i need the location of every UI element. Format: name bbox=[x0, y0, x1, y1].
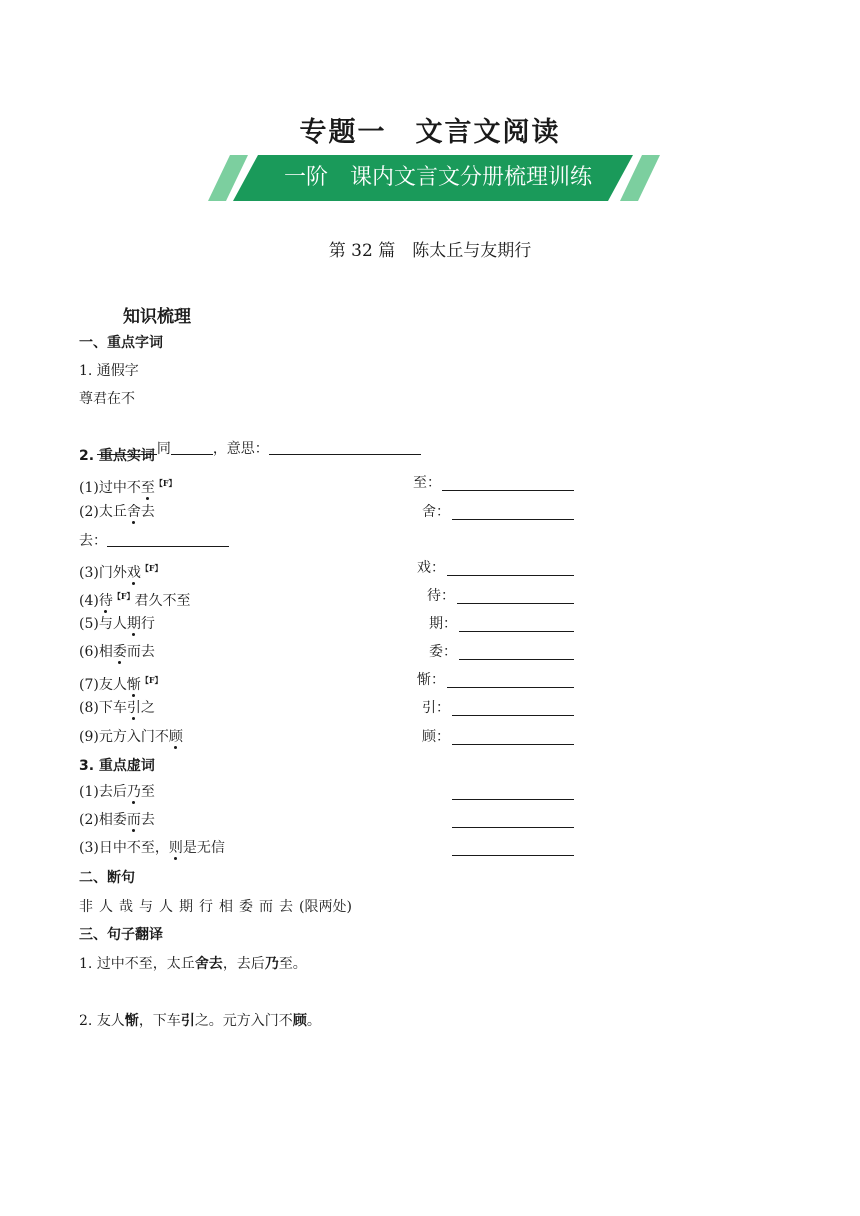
xuci-item bbox=[79, 810, 155, 830]
translation-sentence bbox=[79, 1011, 321, 1031]
blank-line[interactable] bbox=[269, 440, 421, 455]
sentence-text: 过中不至，太丘 bbox=[96, 956, 195, 972]
tongjia-subheading: 1. 通假字 bbox=[79, 363, 139, 379]
footnote-mark: 【F】 bbox=[112, 591, 135, 601]
shici-answer-label: 待： bbox=[427, 588, 455, 604]
shici-text: (2)太丘 bbox=[79, 504, 127, 520]
shici-item bbox=[79, 642, 155, 662]
sentence-text: 至。 bbox=[278, 956, 307, 972]
answer-blank[interactable] bbox=[452, 827, 574, 828]
part1-heading: 一、重点字词 bbox=[79, 335, 163, 351]
answer-blank[interactable] bbox=[447, 575, 574, 576]
fill-meaning-label: ，意思： bbox=[212, 441, 269, 457]
key-word: 乃 bbox=[264, 956, 279, 972]
shici-answer-label: 顾： bbox=[422, 729, 450, 745]
xuci-item bbox=[79, 838, 225, 858]
emphasized-char: 则 bbox=[168, 840, 183, 856]
emphasized-char: 至 bbox=[140, 480, 155, 496]
main-title: 专题一 文言文阅读 bbox=[299, 117, 561, 148]
answer-blank[interactable] bbox=[442, 490, 574, 491]
shici-answer-label: 戏： bbox=[417, 560, 445, 576]
shici-item bbox=[79, 670, 163, 695]
shici-text: 而去 bbox=[126, 644, 155, 660]
part2-heading: 二、断句 bbox=[79, 870, 135, 886]
footnote-mark: 【F】 bbox=[140, 675, 163, 685]
shici-text: (4) bbox=[79, 593, 99, 609]
shici-subheading: 2. 重点实词 bbox=[79, 448, 155, 464]
shici-text: 之 bbox=[140, 700, 155, 716]
tongjia-text: 尊君在不 bbox=[79, 391, 135, 407]
shici-text: (1)过中不 bbox=[79, 480, 141, 496]
emphasized-char: 乃 bbox=[126, 784, 141, 800]
answer-blank[interactable] bbox=[452, 744, 574, 745]
answer-blank[interactable] bbox=[457, 603, 574, 604]
emphasized-char: 惭 bbox=[126, 677, 141, 693]
banner bbox=[208, 155, 660, 201]
emphasized-char: 舍 bbox=[126, 504, 141, 520]
footnote-mark: 【F】 bbox=[140, 563, 163, 573]
sentence-number: 2. bbox=[79, 1013, 97, 1029]
qu-label: 去： bbox=[79, 533, 107, 549]
sentence-text: 之。元方入门不 bbox=[194, 1013, 293, 1029]
section-heading: 知识梳理 bbox=[123, 307, 191, 327]
footnote-mark: 【F】 bbox=[154, 478, 177, 488]
emphasized-char: 委 bbox=[112, 644, 127, 660]
shici-item bbox=[79, 586, 191, 611]
emphasized-char: 引 bbox=[126, 700, 141, 716]
shici-text: 去 bbox=[140, 504, 155, 520]
shici-answer-label: 期： bbox=[429, 616, 457, 632]
qu-answer-line bbox=[79, 531, 229, 551]
shici-answer-label: 惭： bbox=[417, 672, 445, 688]
translation-sentence bbox=[79, 954, 307, 974]
emphasized-char: 期 bbox=[126, 616, 141, 632]
part3-heading: 三、句子翻译 bbox=[79, 927, 163, 943]
banner-text: 一阶 课内文言文分册梳理训练 bbox=[283, 165, 592, 190]
duanju-limit: (限两处) bbox=[299, 899, 352, 915]
answer-blank[interactable] bbox=[459, 631, 574, 632]
emphasized-char: 而 bbox=[126, 812, 141, 828]
sentence-text: 友人 bbox=[96, 1013, 125, 1029]
sentence-number: 1. bbox=[79, 956, 97, 972]
shici-text: (8)下车 bbox=[79, 700, 127, 716]
answer-blank[interactable] bbox=[459, 659, 574, 660]
key-word: 惭 bbox=[124, 1013, 139, 1029]
shici-answer-label: 引： bbox=[422, 700, 450, 716]
shici-answer-label: 至： bbox=[413, 475, 441, 491]
shici-answer-label: 委： bbox=[429, 644, 457, 660]
shici-item bbox=[79, 473, 177, 498]
shici-item bbox=[79, 698, 155, 718]
answer-blank[interactable] bbox=[452, 519, 574, 520]
shici-text: (7)友人 bbox=[79, 677, 127, 693]
shici-text: (6)相 bbox=[79, 644, 113, 660]
duanju-sentence: 非人哉与人期行相委而去 bbox=[79, 899, 299, 915]
shici-text: (9)元方入门不 bbox=[79, 729, 169, 745]
shici-item bbox=[79, 727, 183, 747]
duanju-sentence-line bbox=[79, 897, 352, 917]
answer-blank[interactable] bbox=[107, 532, 229, 547]
xuci-item bbox=[79, 782, 155, 802]
shici-text: (3)门外 bbox=[79, 565, 127, 581]
emphasized-char: 顾 bbox=[168, 729, 183, 745]
shici-answer-label: 舍： bbox=[422, 504, 450, 520]
article-title: 第 32 篇 陈太丘与友期行 bbox=[328, 241, 532, 261]
xuci-text: (2)相委 bbox=[79, 812, 127, 828]
emphasized-char: 戏 bbox=[126, 565, 141, 581]
key-word: 舍去 bbox=[194, 956, 223, 972]
xuci-text: (1)去后 bbox=[79, 784, 127, 800]
answer-blank[interactable] bbox=[452, 855, 574, 856]
answer-blank[interactable] bbox=[452, 715, 574, 716]
sentence-text: ，下车 bbox=[138, 1013, 181, 1029]
shici-text: 君久不至 bbox=[134, 593, 191, 609]
xuci-text: 去 bbox=[140, 812, 155, 828]
shici-item bbox=[79, 558, 163, 583]
key-word: 引 bbox=[180, 1013, 195, 1029]
shici-text: 行 bbox=[140, 616, 155, 632]
shici-item bbox=[79, 614, 155, 634]
answer-blank[interactable] bbox=[452, 799, 574, 800]
sentence-text: ，去后 bbox=[222, 956, 265, 972]
xuci-text: (3)日中不至， bbox=[79, 840, 169, 856]
blank-line[interactable] bbox=[171, 440, 213, 455]
answer-blank[interactable] bbox=[447, 687, 574, 688]
shici-text: (5)与人 bbox=[79, 616, 127, 632]
key-word: 顾 bbox=[292, 1013, 307, 1029]
xuci-text: 是无信 bbox=[182, 840, 225, 856]
xuci-text: 至 bbox=[140, 784, 155, 800]
shici-item bbox=[79, 502, 155, 522]
emphasized-char: 待 bbox=[98, 593, 113, 609]
sentence-text: 。 bbox=[306, 1013, 321, 1029]
fill-same-label: 同 bbox=[156, 441, 171, 457]
xuci-subheading: 3. 重点虚词 bbox=[79, 758, 155, 774]
